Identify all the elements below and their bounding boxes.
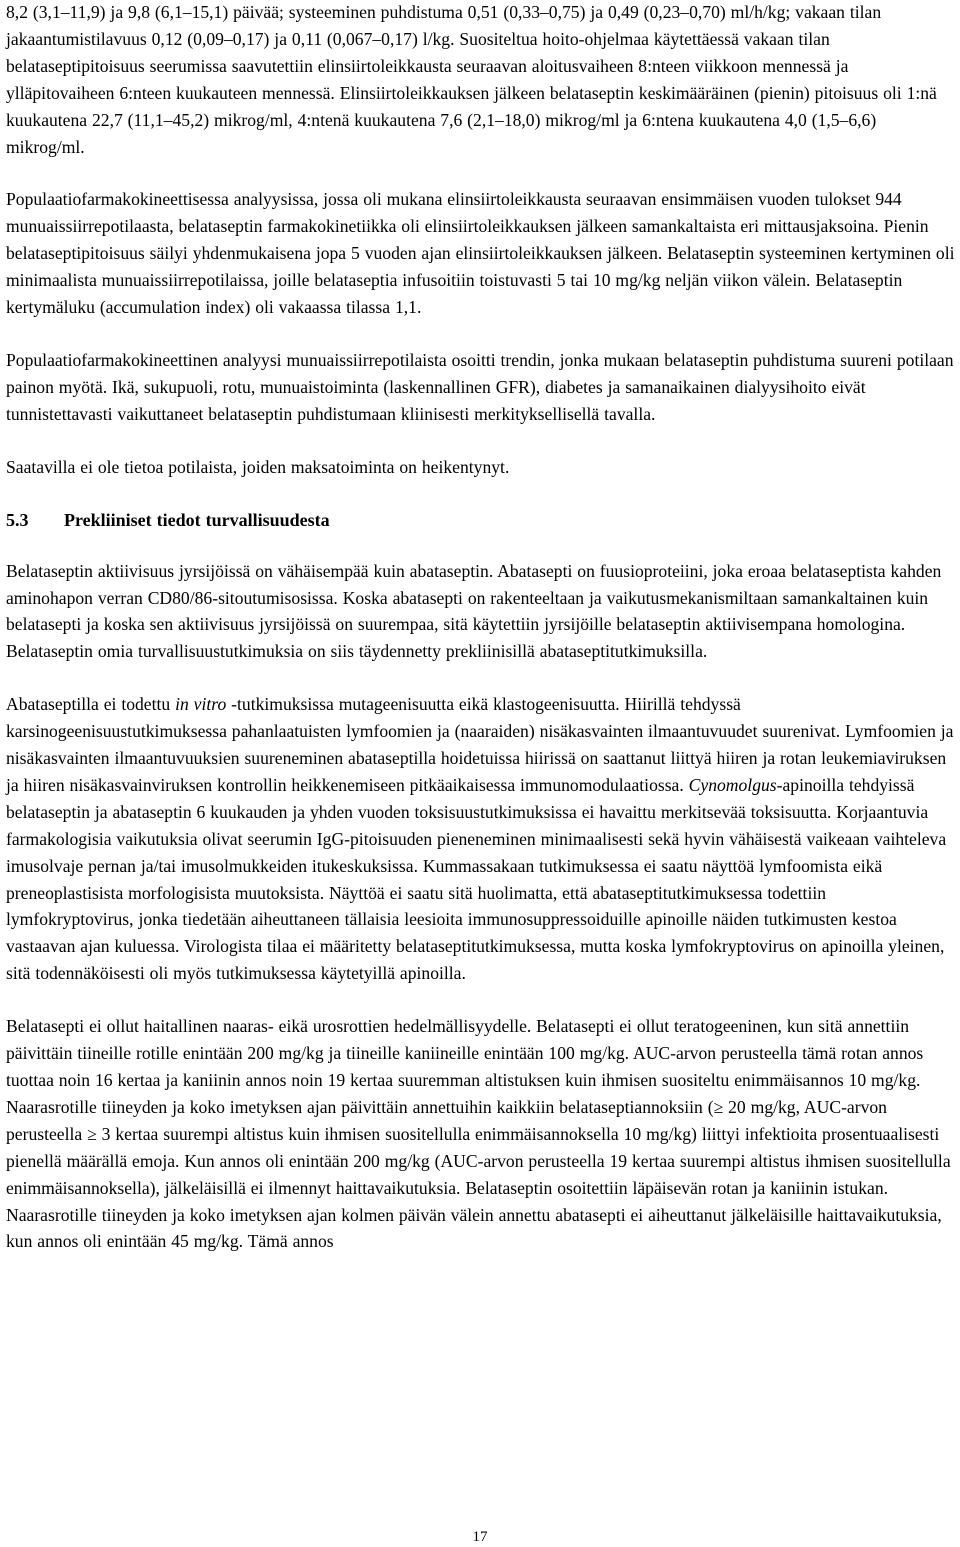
paragraph-population-pk-analysis: Populaatiofarmakokineettisessa analyysissa, jossa oli mukana elinsiirtoleikkausta seuraavan ensimmäisen vuoden tulokset 944 munuaissiirrepotilaasta, belataseptin farmakokinetiikka oli elinsiirtoleikkauksen jälkeen samankaltaista eri mittausjaksoina. Pienin belataseptipitoisuus säilyi yhdenmukaisena jopa 5 vuoden ajan elinsiirtoleikkauksen jälkeen. Belataseptin systeeminen kertyminen oli minimaalista munuaissiirrepotilaissa, joille belataseptia infusoitiin toistuvasti 5 tai 10 mg/kg neljän viikon välein. Belataseptin kertymäluku (accumulation index) oli vakaassa tilassa 1,1. [6,189,955,318]
paragraph-reproductive-toxicity: Belatasepti ei ollut haitallinen naaras- eikä urosrottien hedelmällisyydelle. Belatasepti ei ollut teratogeeninen, kun sitä annettiin päivittäin tiineille rotille enintään 200 mg/kg ja tiineille kaniineille enintään 100 mg/kg. AUC-arvon perusteella tämä rotan annos tuottaa noin 16 kertaa ja kaniinin annos noin 19 kertaa suuremman altistuksen kuin ihmisen suositeltu enimmäisannos 10 mg/kg. Naarasrotille tiineyden ja koko imetyksen ajan päivittäin annettuihin kaikkiin belataseptiannoksiin (≥ 20 mg/kg, AUC-arvon perusteella ≥ 3 kertaa suurempi altistus kuin ihmisen suositellulla enimmäisannoksella 10 mg/kg) liittyi infektioita prosentuaalisesti pienellä määrällä emoja. Kun annos oli enintään 200 mg/kg (AUC-arvon perusteella 19 kertaa suurempi altistus ihmisen suositellulla enimmäisannoksella), jälkeläisillä ei ilmennyt haittavaikutuksia. Belataseptin osoitettiin läpäisevän rotan ja kaniinin istukan. Naarasrotille tiineyden ja koko imetyksen ajan kolmen päivän välein annettu abatasepti ei aiheuttanut jälkeläisille haittavaikutuksia, kun annos oli enintään 45 mg/kg. Tämä annos [6,1016,951,1252]
italic-in-vitro: in vitro [175,694,227,715]
section-title: Prekliiniset tiedot turvallisuudesta [64,509,330,530]
section-number: 5.3 [6,509,29,530]
italic-cynomolgus: Cynomolgus [688,774,777,795]
paragraph-pharmacokinetics-values: 8,2 (3,1–11,9) ja 9,8 (6,1–15,1) päivää; systeeminen puhdistuma 0,51 (0,33–0,75) ja 0,49 (0,23–0,70) ml/h/kg; vakaan tilan jakaantumistilavuus 0,12 (0,09–0,17) ja 0,11 (0,067–0,17) l/kg. Suositeltua hoito-ohjelmaa käytettäessä vakaan tilan belataseptipitoisuus seerumissa saavutettiin elinsiirtoleikkausta seuraavan aloitusvaiheen 8:nteen viikkoon mennessä ja ylläpitovaiheen 6:nteen kuukauteen mennessä. Elinsiirtoleikkauksen jälkeen belataseptin keskimääräinen (pienin) pitoisuus oli 1:nä kuukautena 22,7 (11,1–45,2) mikrog/ml, 4:ntenä kuukautena 7,6 (2,1–18,0) mikrog/ml ja 6:ntena kuukautena 4,0 (1,5–6,6) mikrog/ml. [6,2,937,157]
paragraph-hepatic-impairment: Saatavilla ei ole tietoa potilaista, joiden maksatoiminta on heikentynyt. [6,456,510,477]
document-page [6,0,956,1255]
text-segment: -tutkimuksissa mutageenisuutta eikä klastogeenisuutta. Hiirillä tehdyssä karsinogeenisuustutkimuksessa pahanlaatuisten lymfoomien ja (naaraiden) nisäkasvainten ilmaantuvuudet suurenivat. Lymfoomien ja nisäkasvainten ilmaantuvuuksien suureneminen abataseptilla hoidetuissa hiirissä on saattanut liittyä hiiren ja rotan leukemiaviruksen ja hiiren nisäkasvainviruksen kontrollin heikkenemiseen pitkäaikaisessa immunomodulaatiossa. [6,694,954,795]
paragraph-rodent-activity: Belataseptin aktiivisuus jyrsijöissä on vähäisempää kuin abataseptin. Abatasepti on fuusioproteiini, joka eroaa belataseptista kahden aminohapon verran CD80/86-sitoutumisosissa. Koska abatasepti on rakenteeltaan ja vaikutusmekanismiltaan samankaltainen kuin belatasepti ja koska sen aktiivisuus jyrsijöissä on suurempaa, sitä käytettiin jyrsijöille belataseptin aktiivisempana homologina. Belataseptin omia turvallisuustutkimuksia on siis täydennetty prekliinisillä abataseptitutkimuksilla. [6,560,942,662]
paragraph-mutagenicity-carcinogenicity [6,691,956,987]
section-heading [6,507,956,534]
text-segment: Abataseptilla ei todettu [6,694,176,715]
paragraph-clearance-trend: Populaatiofarmakokineettinen analyysi munuaissiirrepotilaista osoitti trendin, jonka mukaan belataseptin puhdistuma suureni potilaan painon myötä. Ikä, sukupuoli, rotu, munuaistoiminta (laskennallinen GFR), diabetes ja samanaikainen dialyysihoito eivät tunnistettavasti vaikuttaneet belataseptin puhdistumaan kliinisesti merkityksellisellä tavalla. [6,349,954,424]
page-number: 17 [472,1529,488,1545]
text-segment: -apinoilla tehdyissä belataseptin ja abataseptin 6 kuukauden ja yhden vuoden toksisuustutkimuksissa ei havaittu merkitsevää toksisuutta. Korjaantuvia farmakologisia vaikutuksia olivat seerumin IgG-pitoisuuden pieneneminen minimaalisesti sekä hyvin vähäisestä vaikeaan vaihteleva imusolvaje pernan ja/tai imusolmukkeiden itukeskuksissa. Kummassakaan tutkimuksessa ei saatu näyttöä lymfoomista eikä preneoplastisista morfologisista muutoksista. Näyttöä ei saatu sitä huolimatta, että abataseptitutkimuksessa todettiin lymfokryptovirus, jonka tiedetään aiheuttaneen tällaisia leesioita immunosuppressoiduille apinoille näiden tutkimusten kestoa vastaavan ajan kuluessa. Virologista tilaa ei määritetty belataseptitutkimuksessa, mutta koska lymfokryptovirus on apinoilla yleinen, sitä todennäköisesti oli myös tutkimuksessa käytetyillä apinoilla. [6,774,947,984]
